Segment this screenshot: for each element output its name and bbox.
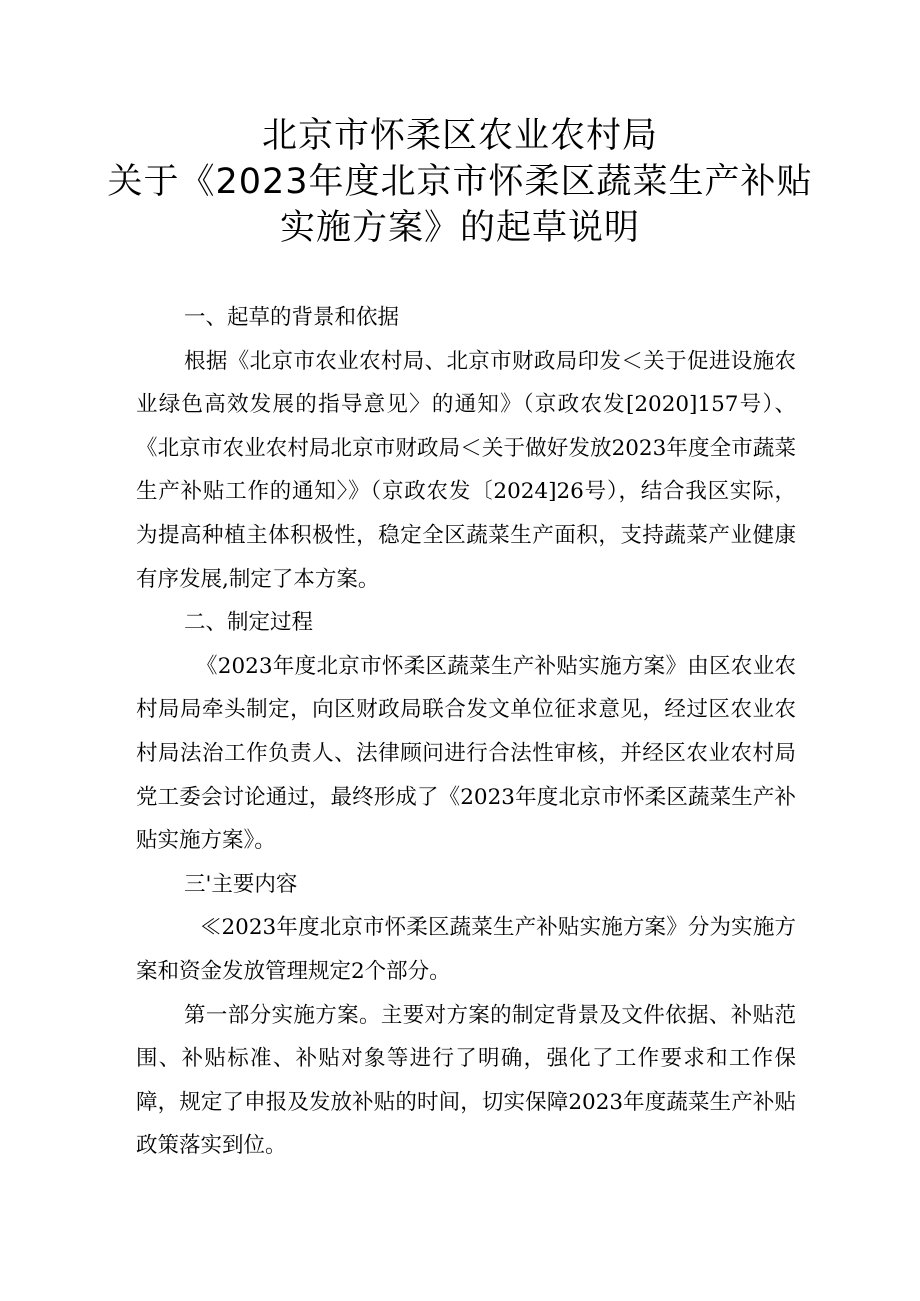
section-1-heading: 一、起草的背景和依据: [184, 305, 400, 330]
title-line-3: 实施方案》的起草说明: [279, 208, 640, 248]
document-title: [0, 113, 920, 251]
section-3-paragraph-1: ≪2023年度北京市怀柔区蔬菜生产补贴实施方案》分为实施方案和资金发放管理规定2个部分。: [136, 915, 796, 984]
section-1-paragraph: 根据《北京市农业农村局、北京市财政局印发＜关于促进设施农业绿色高效发展的指导意见〉的通知》（京政农发[2020]157号）、《北京市农业农村局北京市财政局＜关于做好发放2023年度全市蔬菜生产补贴工作的通知〉》（京政农发〔2024]26号），结合我区实际，为提高种植主体积极性，稳定全区蔬菜生产面积，支持蔬菜产业健康有序发展,制定了本方案。: [136, 348, 796, 592]
title-line-1: 北京市怀柔区农业农村局: [261, 116, 658, 156]
section-2-heading: 二、制定过程: [184, 610, 314, 636]
section-2-paragraph: 《2023年度北京市怀柔区蔬菜生产补贴实施方案》由区农业农村局局牵头制定，向区财政局联合发文单位征求意见，经过区农业农村局法治工作负责人、法律顾问进行合法性审核，并经区农业农村局党工委会讨论通过，最终形成了《2023年度北京市怀柔区蔬菜生产补贴实施方案》。: [136, 653, 796, 854]
section-3-heading: 三'主要内容: [184, 871, 298, 897]
document-body: [136, 296, 796, 1168]
section-3-paragraph-2: 第一部分实施方案。主要对方案的制定背景及文件依据、补贴范围、补贴标准、补贴对象等进行了明确，强化了工作要求和工作保障，规定了申报及发放补贴的时间，切实保障2023年度蔬菜生产补贴政策落实到位。: [136, 1002, 796, 1159]
title-line-2: 关于《2023年度北京市怀柔区蔬菜生产补贴: [107, 162, 813, 202]
